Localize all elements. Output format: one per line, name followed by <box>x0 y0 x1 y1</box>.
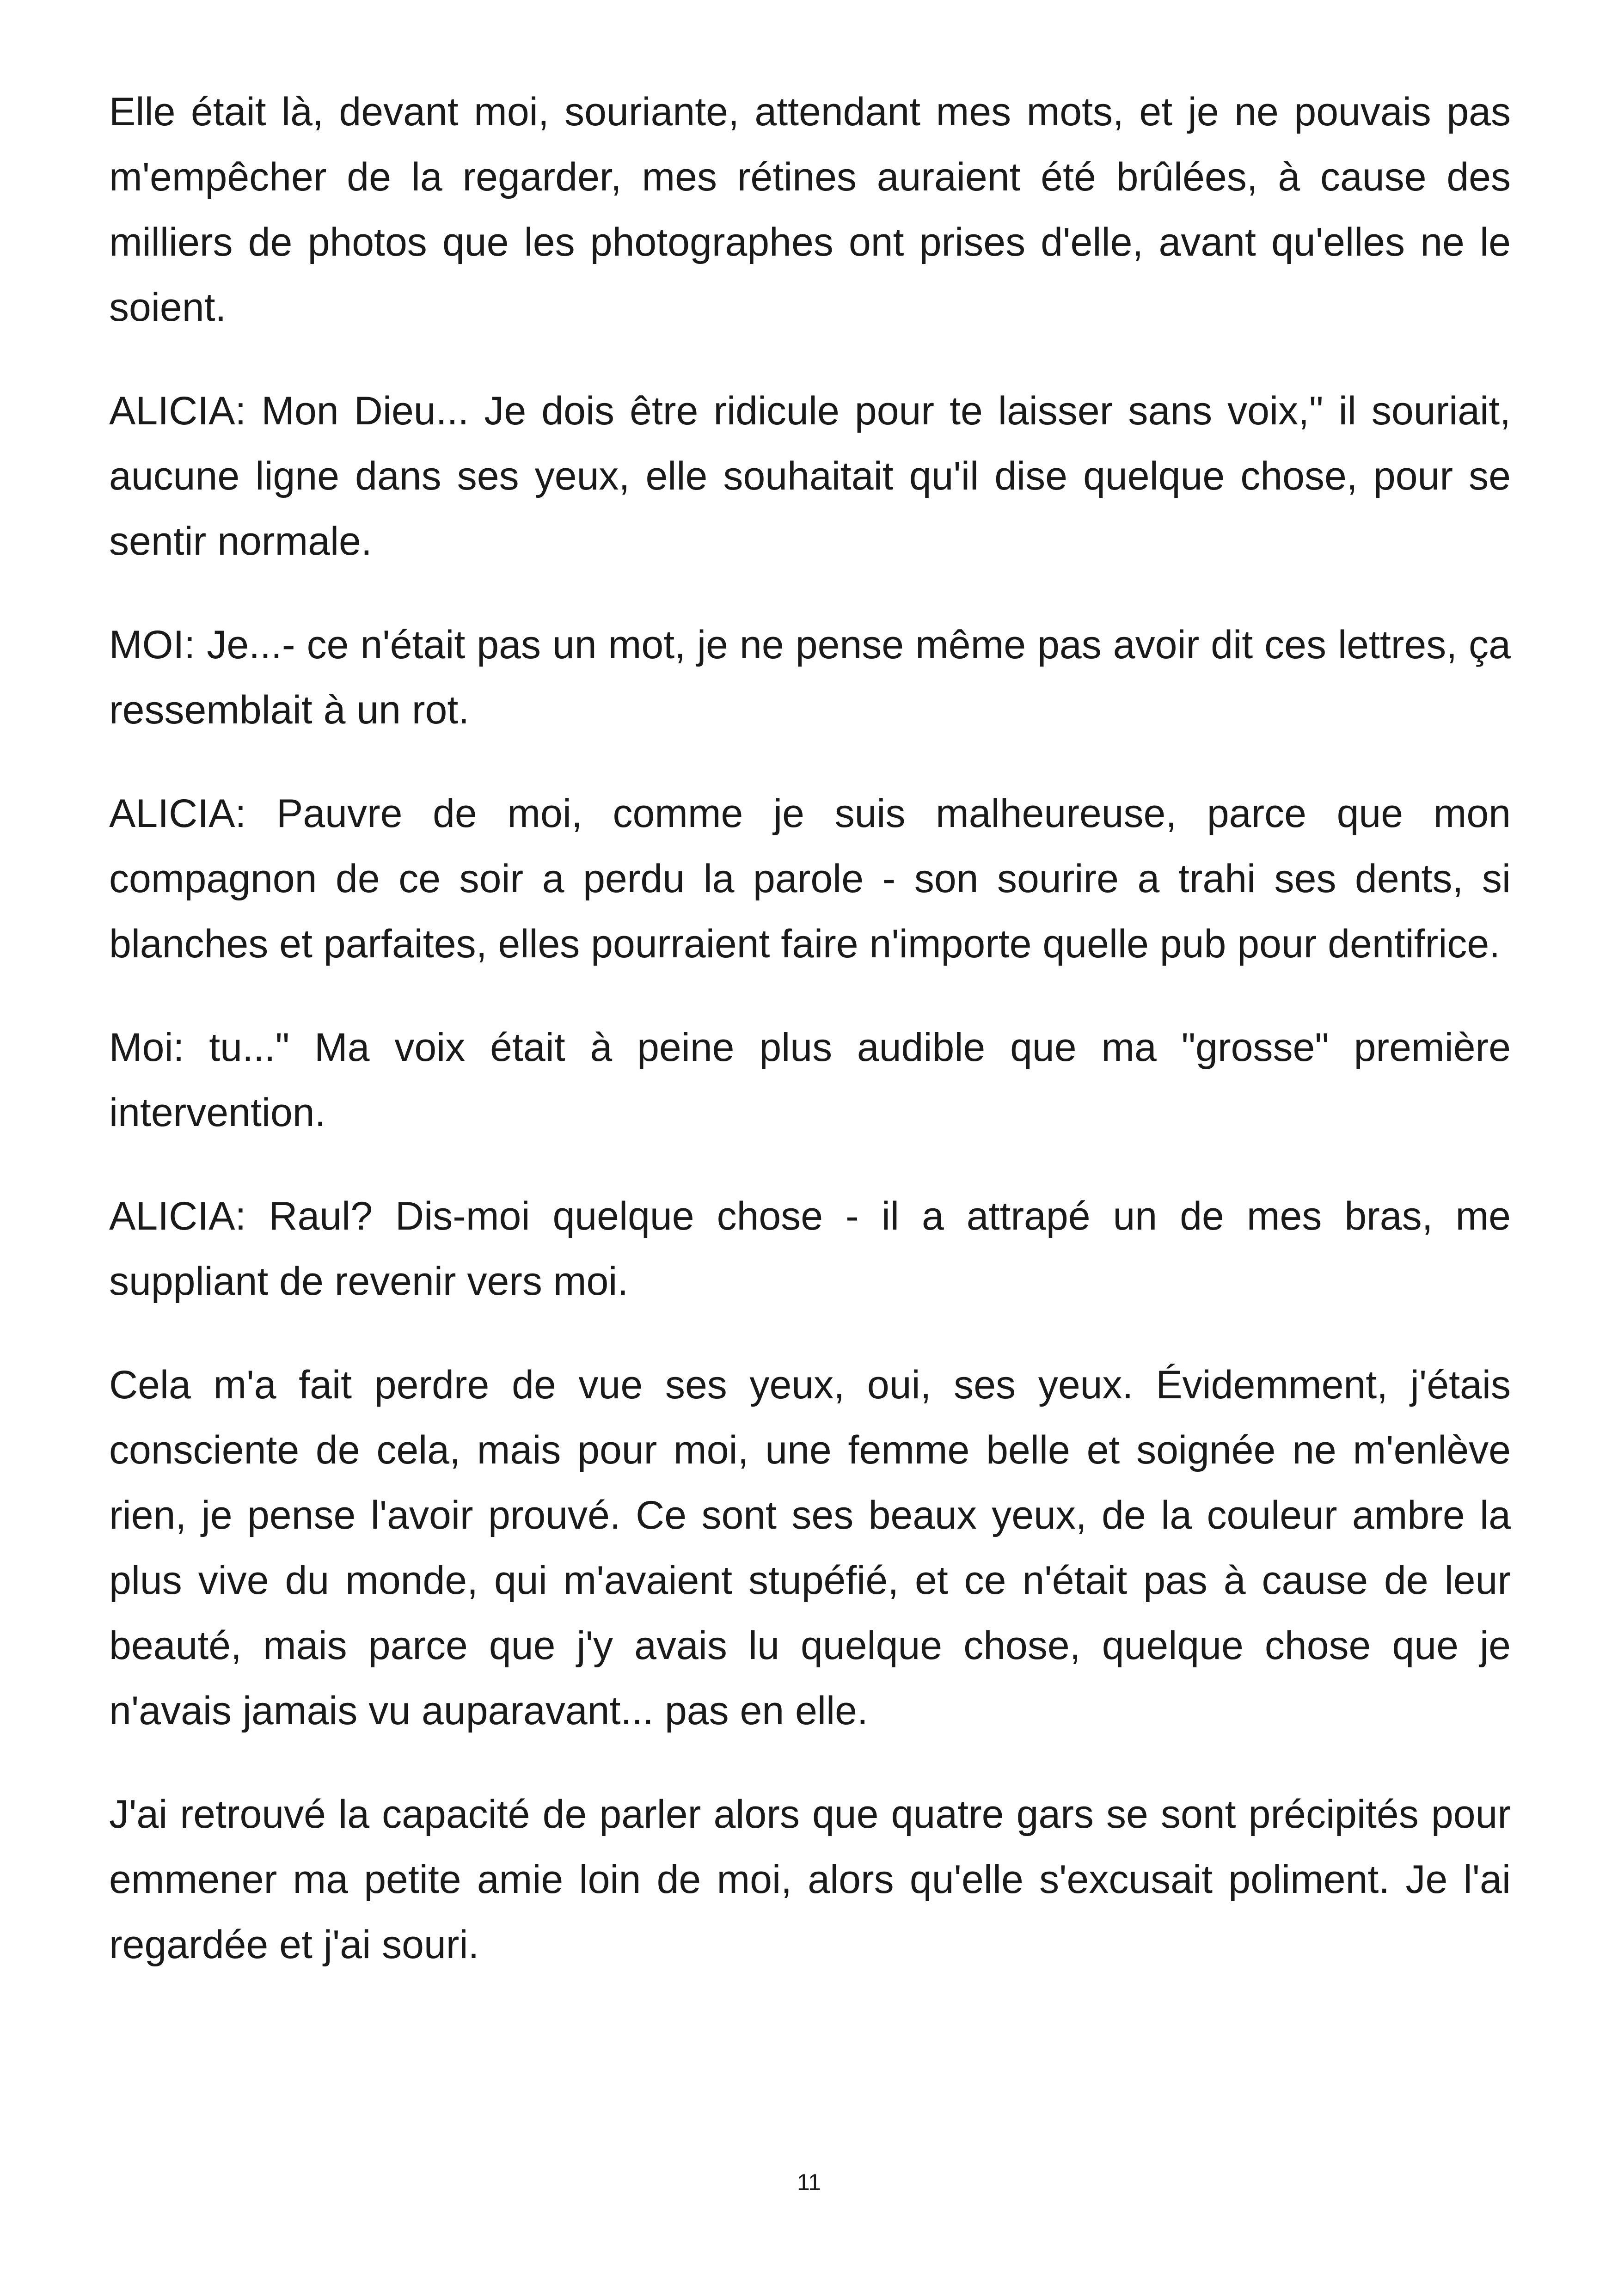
paragraph-8: J'ai retrouvé la capacité de parler alors que quatre gars se sont précipités pour emmener ma petite amie loin de moi, alors qu'elle s'excusait poliment. Je l'ai regardée et j'ai souri. <box>109 1792 1511 1967</box>
paragraph-7: Cela m'a fait perdre de vue ses yeux, oui, ses yeux. Évidemment, j'étais consciente de cela, mais pour moi, une femme belle et soignée ne m'enlève rien, je pense l'avoir prouvé. Ce sont ses beaux yeux, de la couleur ambre la plus vive du monde, qui m'avaient stupéfié, et ce n'était pas à cause de leur beauté, mais parce que j'y avais lu quelque chose, quelque chose que je n'avais jamais vu auparavant... pas en elle. <box>109 1363 1511 1733</box>
paragraph-5: Moi: tu..." Ma voix était à peine plus audible que ma "grosse" première intervention. <box>109 1025 1511 1135</box>
page-number: 11 <box>797 2169 821 2195</box>
paragraph-1: Elle était là, devant moi, souriante, attendant mes mots, et je ne pouvais pas m'empêcher de la regarder, mes rétines auraient été brûlées, à cause des milliers de photos que les photographes ont prises d'elle, avant qu'elles ne le soient. <box>109 90 1511 330</box>
paragraph-6: ALICIA: Raul? Dis-moi quelque chose - il a attrapé un de mes bras, me suppliant de revenir vers moi. <box>109 1194 1511 1304</box>
paragraph-2: ALICIA: Mon Dieu... Je dois être ridicule pour te laisser sans voix," il souriait, aucune ligne dans ses yeux, elle souhaitait qu'il dise quelque chose, pour se sentir normale. <box>109 389 1511 563</box>
paragraph-4: ALICIA: Pauvre de moi, comme je suis malheureuse, parce que mon compagnon de ce soir a perdu la parole - son sourire a trahi ses dents, si blanches et parfaites, elles pourraient faire n'importe quelle pub pour dentifrice. <box>109 791 1511 966</box>
document-body <box>109 80 1511 2016</box>
paragraph-3: MOI: Je...- ce n'était pas un mot, je ne pense même pas avoir dit ces lettres, ça ressemblait à un rot. <box>109 623 1511 732</box>
